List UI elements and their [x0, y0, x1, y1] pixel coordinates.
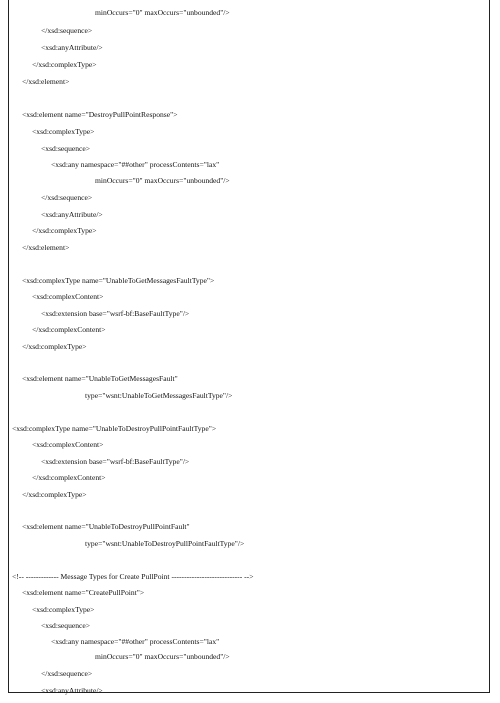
- code-line-6: <xsd:element name="DestroyPullPointResponse">: [22, 110, 178, 119]
- code-line-11: </xsd:sequence>: [41, 193, 93, 202]
- code-line-23: <xsd:complexContent>: [32, 440, 104, 449]
- code-line-5: </xsd:element>: [22, 77, 70, 86]
- code-line-31: <xsd:complexType>: [32, 605, 95, 614]
- code-line-9: <xsd:any namespace="##other" processContents="lax": [51, 160, 220, 169]
- code-line-26: </xsd:complexType>: [22, 490, 87, 499]
- code-line-20: <xsd:element name="UnableToGetMessagesFault": [22, 374, 178, 383]
- code-line-29: <!-- ------------- Message Types for Create PullPoint ---------------------------- -->: [12, 572, 254, 581]
- code-line-28: type="wsnt:UnableToDestroyPullPointFaultType"/>: [85, 539, 245, 548]
- code-line-4: </xsd:complexType>: [32, 60, 97, 69]
- code-line-14: </xsd:element>: [22, 243, 70, 252]
- code-line-1: minOccurs="0" maxOccurs="unbounded"/>: [95, 8, 230, 17]
- code-line-10: minOccurs="0" maxOccurs="unbounded"/>: [95, 176, 230, 185]
- code-line-24: <xsd:extension base="wsrf-bf:BaseFaultType"/>: [41, 457, 190, 466]
- code-line-16: <xsd:complexContent>: [32, 292, 104, 301]
- code-line-13: </xsd:complexType>: [32, 226, 97, 235]
- code-line-8: <xsd:sequence>: [41, 144, 91, 153]
- code-line-27: <xsd:element name="UnableToDestroyPullPointFault": [22, 522, 190, 531]
- code-line-25: </xsd:complexContent>: [32, 473, 106, 482]
- code-line-2: </xsd:sequence>: [41, 26, 93, 35]
- code-line-12: <xsd:anyAttribute/>: [41, 210, 103, 219]
- code-line-18: </xsd:complexContent>: [32, 325, 106, 334]
- code-line-35: </xsd:sequence>: [41, 669, 93, 678]
- code-line-7: <xsd:complexType>: [32, 127, 95, 136]
- code-line-33: <xsd:any namespace="##other" processContents="lax": [51, 637, 220, 646]
- code-line-3: <xsd:anyAttribute/>: [41, 43, 103, 52]
- code-line-36: <xsd:anyAttribute/>: [41, 686, 103, 695]
- code-line-32: <xsd:sequence>: [41, 621, 91, 630]
- code-line-34: minOccurs="0" maxOccurs="unbounded"/>: [95, 652, 230, 661]
- code-line-21: type="wsnt:UnableToGetMessagesFaultType"/>: [85, 391, 233, 400]
- code-line-15: <xsd:complexType name="UnableToGetMessagesFaultType">: [22, 276, 215, 285]
- code-line-17: <xsd:extension base="wsrf-bf:BaseFaultType"/>: [41, 309, 190, 318]
- code-line-19: </xsd:complexType>: [22, 342, 87, 351]
- code-line-30: <xsd:element name="CreatePullPoint">: [22, 588, 145, 597]
- code-line-22: <xsd:complexType name="UnableToDestroyPullPointFaultType">: [12, 424, 217, 433]
